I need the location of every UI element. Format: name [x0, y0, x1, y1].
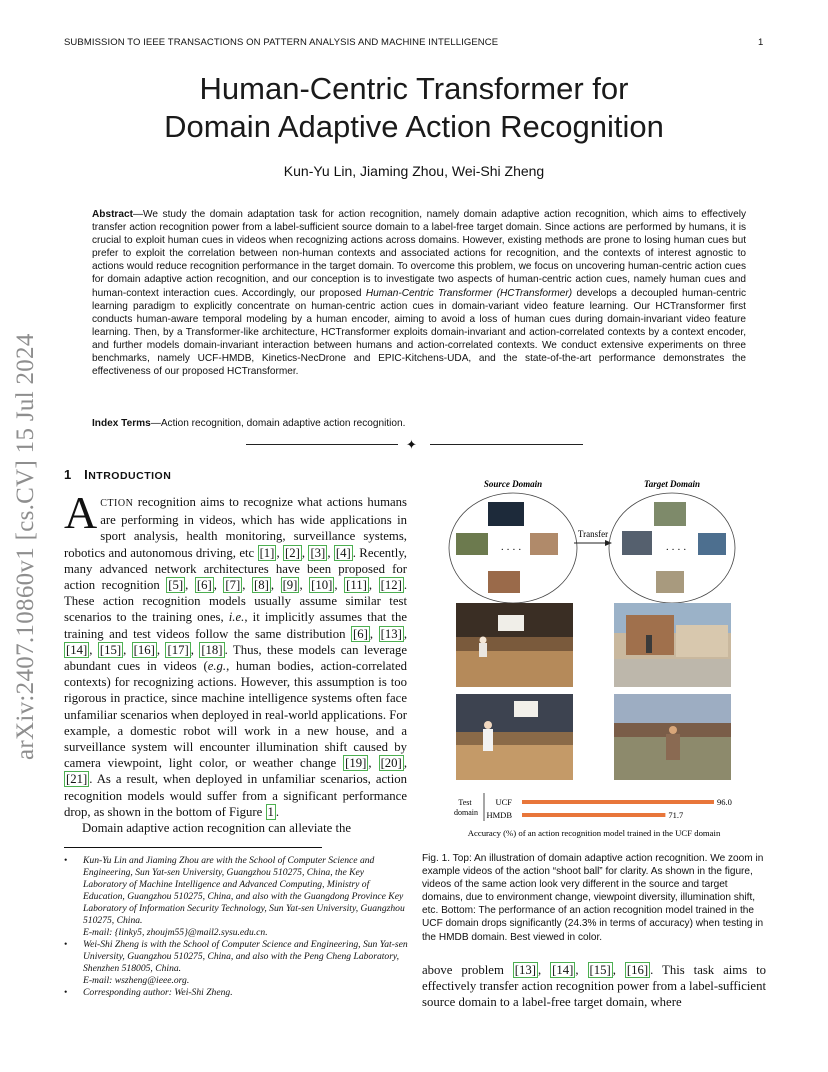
abstract-emphasis: Human-Centric Transformer (HCTransformer): [365, 287, 573, 299]
source-domain-cluster: [449, 493, 577, 603]
source-video-thumbnail: [488, 502, 524, 526]
intro-text-segment: . Thus, these models can leverage abundant cues in videos (: [64, 642, 408, 674]
citation-link[interactable]: [9]: [282, 578, 298, 593]
citation-link[interactable]: [10]: [311, 578, 333, 593]
citation-link[interactable]: [5]: [168, 578, 184, 593]
citation-link[interactable]: [11]: [346, 578, 367, 593]
bullet-icon: •: [64, 855, 68, 866]
intro-text: [64, 487, 408, 836]
citation-link[interactable]: [6]: [196, 578, 212, 593]
drop-cap: A: [64, 487, 98, 538]
target-video-thumbnail: [622, 531, 652, 555]
col2-text-segment: . This task aims to effectively transfer action recognition power from a label-sufficient source domain to a label-free target domain, where: [422, 963, 767, 1010]
intro-text-segment: recognition aims to recognize what actions humans are performing in videos, which has wide applications in sport analysis, health monitoring, surveillance systems, robotics and autonomous driving, etc: [64, 495, 407, 560]
transfer-label: Transfer: [577, 529, 609, 539]
target-domain-label: Target Domain: [644, 479, 700, 489]
intro-eg: e.g.: [207, 659, 227, 674]
title-line-2: Domain Adaptive Action Recognition: [164, 109, 664, 144]
citation-link[interactable]: [1]: [259, 545, 275, 560]
citation-link[interactable]: [13]: [380, 626, 402, 641]
figure-caption: [422, 852, 766, 944]
source-ellipsis: · · · ·: [500, 545, 522, 556]
running-header: SUBMISSION TO IEEE TRANSACTIONS ON PATTERN ANALYSIS AND MACHINE INTELLIGENCE: [64, 37, 499, 48]
citation-link[interactable]: [2]: [285, 545, 300, 560]
source-domain-label: Source Domain: [483, 479, 543, 489]
axis-title-line-1: Test: [458, 798, 472, 807]
section-title-rest: NTRODUCTION: [88, 470, 172, 482]
author-list: Kun-Yu Lin, Jiaming Zhou, Wei-Shi Zheng: [283, 163, 545, 179]
citation-link[interactable]: [18]: [201, 642, 223, 657]
source-frame-bottom: [456, 694, 573, 780]
target-video-thumbnail: [654, 502, 686, 526]
citation-link[interactable]: [16]: [133, 642, 155, 657]
accuracy-bar-chart: [454, 793, 732, 838]
target-video-thumbnail: [698, 533, 726, 555]
intro-ie: i.e.: [228, 610, 245, 625]
citation-link[interactable]: [14]: [552, 963, 574, 977]
index-terms: [92, 418, 746, 429]
intro-text-segment: .: [275, 804, 280, 819]
column-2-text: above problem [13] , [14] , [15] , [16] . This task aims to effectively transfer action recognition power from a label-sufficient source domain to a label-free target domain, where: [422, 963, 767, 1010]
citation-link[interactable]: [4]: [335, 545, 351, 560]
divider-left: [246, 444, 398, 445]
citation-link[interactable]: [13]: [514, 963, 537, 977]
chart-value-label: 71.7: [668, 810, 684, 820]
chart-bar-ucf: [522, 800, 714, 804]
target-video-thumbnail: [656, 571, 684, 593]
footnote-item: [64, 987, 409, 999]
chart-bar-hmdb: [522, 813, 665, 817]
paper-title: [90, 70, 738, 146]
axis-title-line-2: domain: [454, 808, 478, 817]
arxiv-stamp: arXiv:2407.10860v1 [cs.CV] 15 Jul 2024: [12, 333, 39, 760]
footnote-text: Corresponding author: Wei-Shi Zheng.: [83, 987, 233, 998]
footnote-text: Kun-Yu Lin and Jiaming Zhou are with the School of Computer Science and Engineering, Sun Yat-sen University, Guangzhou 510275, China, the Key Laboratory of Machine Intelligence and Advanced Computing, Ministry of Education, Guangzhou 510275, China, and also with the Guangdong Province Key Laboratory of Information Security Technology, Sun Yat-sen University, Guangzhou 510275, China.: [83, 855, 405, 926]
footnote-text: Wei-Shi Zheng is with the School of Computer Science and Engineering, Sun Yat-sen University, Guangzhou 510275, China, and also with the Peng Cheng Laboratory, Shenzhen 518005, China.: [83, 939, 408, 974]
citation-link[interactable]: [6]: [353, 626, 368, 641]
col2-text-segment: above problem: [422, 963, 513, 977]
citation-link[interactable]: [17]: [167, 642, 189, 657]
divider-diamond-icon: ✦: [406, 437, 417, 452]
source-video-thumbnail: [530, 533, 558, 555]
citation-link[interactable]: [15]: [99, 642, 122, 657]
title-line-1: Human-Centric Transformer for: [199, 71, 629, 106]
chart-axis-title: [454, 798, 478, 817]
abstract-label: Abstract: [92, 209, 133, 220]
intro-text-segment: , it implicitly assumes that the training and test videos follow the same distribution: [64, 610, 407, 641]
citation-link[interactable]: [19]: [345, 756, 367, 771]
citation-link[interactable]: [8]: [253, 578, 269, 593]
footnote-email: E-mail: {linky5, zhoujm55}@mail2.sysu.edu.cn.: [83, 927, 268, 938]
intro-paragraph-1: ACTION recognition aims to recognize what actions humans are performing in videos, which has wide applications in sport analysis, health monitoring, surveillance systems, robotics and autonomous driving, etc [1] , [2] , [3] , [4] . Recently, many advanced network architectures have been proposed for action recognition [5] , [6] , [7] , [8] , [9] , [10] , [11] , [12] . These action recognition models usually assume similar test scenarios to the training ones, i.e., it implicitly assumes that the training and test videos follow the same distribution [6] , [13] , [14] , [15] , [16] , [17] , [18] . Thus, these models can leverage abundant cues in videos (e.g., human bodies, action-correlated contexts) for recognizing actions. However, this assumption is too rigorous in practice, since machine intelligence systems often face unfamiliar scenarios when deployed in real-world applications. For example, a domestic robot will work in a new house, and a surveillance system will encounter illumination shift caused by camera viewpoint, light color, or weather change [19] , [20] , [21] . As a result, when deployed in unfamiliar scenarios, action recognition models would suffer from a significant performance drop, as shown in the bottom of Figure 1 .: [64, 487, 408, 819]
chart-value-label: 96.0: [717, 797, 732, 807]
target-frame-top: [614, 603, 731, 687]
divider-right: [430, 444, 583, 445]
section-title-initial: I: [84, 467, 89, 482]
footnote-rule: [64, 847, 322, 848]
index-terms-text: —Action recognition, domain adaptive action recognition.: [150, 418, 406, 429]
chart-category-label: UCF: [495, 797, 512, 807]
figure-ref-link[interactable]: 1: [267, 804, 274, 819]
citation-link[interactable]: [20]: [380, 756, 402, 771]
abstract-text-2: develops a decoupled human-centric learning paradigm to explicitly concentrate on human-centric action cues in domain-variant video feature learning. Our HCTransformer first conducts human-aware temporal modeling by a human encoder, aiming to avoid a loss of human cues during domain-invariant video feature learning. Then, by a Transformer-like architecture, HCTransformer exploits domain-invariant and action-correlated contexts by a context encoder, and further models domain-invariant interaction between humans and action-correlated contexts. We conduct extensive experiments on three benchmarks, namely UCF-HMDB, Kinetics-NecDrone and EPIC-Kitchens-UDA, and the state-of-the-art performance demonstrates the effectiveness of our proposed HCTransformer.: [92, 287, 747, 378]
intro-text-segment: . As a result, when deployed in unfamiliar scenarios, action recognition models would suffer from a significant performance drop, as shown in the bottom of Figure: [64, 772, 407, 819]
citation-link[interactable]: [12]: [380, 578, 402, 593]
arrow-head-icon: [605, 540, 612, 546]
target-frame-bottom: [614, 694, 731, 780]
section-number: 1: [64, 467, 72, 482]
citation-link[interactable]: [21]: [66, 772, 88, 787]
section-heading: [64, 467, 171, 482]
intro-text-segment: , human bodies, action-correlated contexts) for recognizing actions. However, this assumption is too rigorous in practice, since machine intelligence systems often face unfamiliar scenarios when deployed in real-world applications. For example, a domestic robot will work in a new house, and a surveillance system will encounter illumination shift caused by camera viewpoint, light color, or weather change: [64, 659, 407, 771]
chart-category-label: HMDB: [486, 810, 512, 820]
transfer-arrow: [574, 529, 612, 546]
caption-text: Top: An illustration of domain adaptive action recognition. We zoom in example videos of the action “shoot ball” for clarity. As shown in the figure, videos of the same action look very different in the source and target domains, due to environment change, viewpoint diversity, illumination shift, etc. Bottom: The performance of an action recognition model trained in the UCF domain drops significantly (24.3% in terms of accuracy) when testing in the HMDB domain. Best viewed in color.: [422, 853, 764, 943]
citation-link[interactable]: [3]: [310, 545, 326, 560]
target-domain-cluster: [609, 493, 735, 603]
target-ellipsis: · · · ·: [665, 545, 687, 556]
source-video-thumbnail: [488, 571, 520, 593]
figure-1: [426, 475, 766, 845]
intro-text-segment: . These action recognition models usually assume similar test scenarios to the training ones,: [64, 578, 408, 625]
intro-text-segment: . Recently, many advanced network architectures have been proposed for action recognition: [64, 545, 407, 593]
source-video-thumbnail: [456, 533, 488, 555]
footnote-item: [64, 855, 409, 939]
page-number: 1: [758, 37, 764, 48]
caption-label: Fig. 1.: [422, 853, 451, 864]
intro-smallcaps: CTION: [100, 498, 134, 509]
intro-paragraph-2: Domain adaptive action recognition can alleviate the: [82, 821, 352, 836]
bullet-icon: •: [64, 939, 68, 950]
abstract: [92, 208, 746, 378]
citation-link[interactable]: [7]: [225, 578, 241, 593]
citation-link[interactable]: [14]: [66, 642, 88, 657]
footnotes: [64, 855, 409, 999]
footnote-item: [64, 939, 409, 987]
citation-link[interactable]: [16]: [626, 963, 649, 977]
index-terms-label: Index Terms: [92, 418, 151, 429]
abstract-text-1: —We study the domain adaptation task for action recognition, namely domain adaptive action recognition, which aims to effectively transfer action recognition power from a label-sufficient source domain to a label-free target domain. Since actions are performed by humans, it is crucial to exploit human cues in videos when recognizing actions across domains. However, existing methods are prone to losing human cues but prefer to exploit the correlation between non-human contexts and associated actions for recognition, and the contexts of interest agnostic to actions would reduce recognition performance in the target domain. To overcome this problem, we focus on uncovering human-centric action cues for domain adaptive action recognition, and our conception is to investigate two aspects of human-centric action cues, namely human cues and human-context interaction cues. Accordingly, our proposed: [92, 209, 746, 299]
source-frame-top: [456, 603, 573, 687]
footnote-email: E-mail: wszheng@ieee.org.: [83, 975, 190, 986]
citation-link[interactable]: [15]: [589, 963, 611, 977]
chart-x-label: Accuracy (%) of an action recognition model trained in the UCF domain: [467, 828, 721, 838]
bullet-icon: •: [64, 987, 68, 998]
